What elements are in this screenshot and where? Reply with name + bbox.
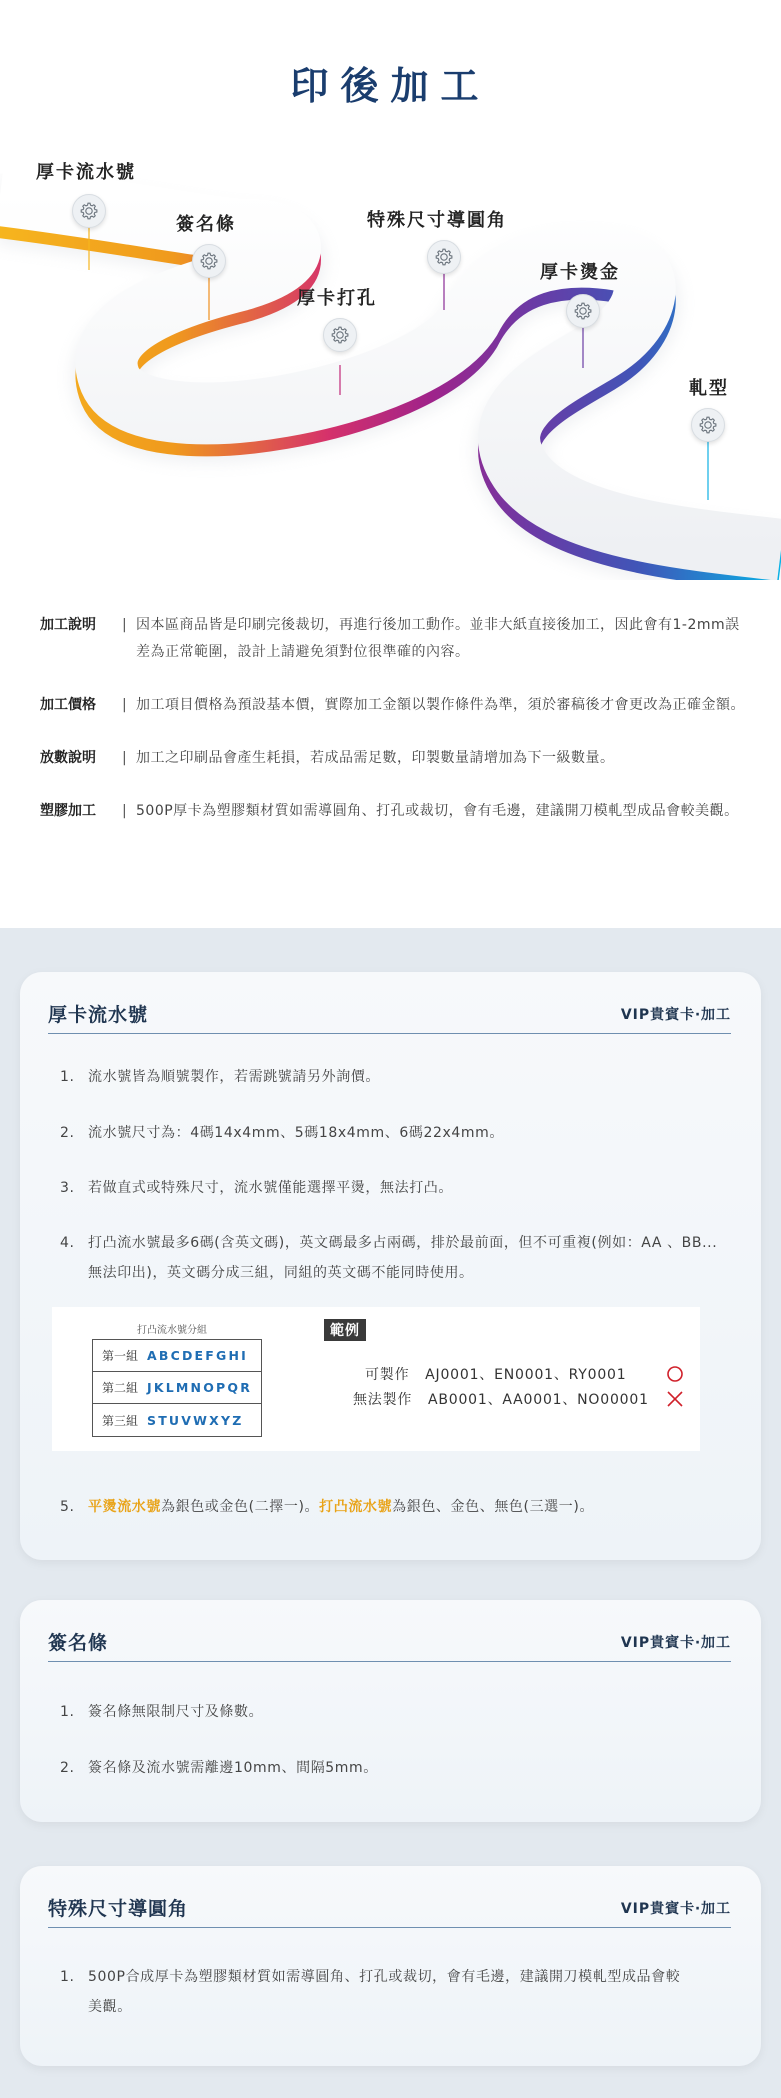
note-row [40,692,750,719]
ng-label: 無法製作 [353,1392,413,1408]
highlight-flat-serial: 平燙流水號 [88,1499,161,1515]
detail-section [0,928,781,2098]
group-name: 第二組 [101,1381,138,1395]
gear-icon [691,408,725,442]
list-number: 5. [60,1499,75,1515]
hero-section [0,0,781,928]
process-roadmap [0,150,781,580]
note-text: 加工項目價格為預設基本價，實際加工金額以製作條件為準，須於審稿後才會更改為正確金額。 [136,697,745,713]
cross-icon [666,1390,684,1408]
serial-example-box [52,1307,700,1451]
step-label-hole-punch: 厚卡打孔 [297,288,377,309]
note-separator: | [122,697,127,713]
gear-icon [72,194,106,228]
card-list [60,1600,721,1822]
note-row [40,798,750,825]
note-text: 加工之印刷品會產生耗損，若成品需足數，印製數量請增加為下一級數量。 [136,750,615,766]
card-title: 簽名條 [48,1632,109,1654]
list-text-part: 為銀色、金色、無色(三選一)。 [392,1499,595,1515]
card-tag: VIP貴賓卡‧加工 [620,1007,731,1023]
group-letters: ABCDEFGHI [147,1348,249,1363]
list-number: 1. [60,1969,75,1985]
list-text: 500P合成厚卡為塑膠類材質如需導圓角、打孔或裁切，會有毛邊，建議開刀模軋型成品會較美觀。 [88,1969,681,2015]
card-list [60,1866,691,2066]
circle-icon [666,1365,684,1383]
step-label-hot-stamping: 厚卡燙金 [540,262,620,283]
list-item [60,1062,721,1092]
list-number: 2. [60,1125,75,1141]
note-text: 因本區商品皆是印刷完後裁切，再進行後加工動作。並非大紙直接後加工，因此會有1-2mm誤差為正常範圍，設計上請避免須對位很準確的內容。 [136,617,740,660]
card-serial-number [20,972,761,1560]
processing-notes [40,612,750,851]
card-tag: VIP貴賓卡‧加工 [620,1635,731,1651]
card-title: 厚卡流水號 [48,1004,149,1026]
gear-icon [323,318,357,352]
table-row [93,1372,261,1404]
list-item [60,1228,721,1288]
list-text: 簽名條及流水號需離邊10mm、間隔5mm。 [88,1760,378,1776]
note-row [40,612,750,666]
list-text: 流水號皆為順號製作，若需跳號請另外詢價。 [88,1069,380,1085]
list-item [60,1753,721,1783]
list-number: 3. [60,1180,75,1196]
group-table-title: 打凸流水號分組 [137,1325,207,1336]
list-item [60,1697,721,1727]
list-text: 若做直式或特殊尺寸，流水號僅能選擇平燙，無法打凸。 [88,1180,453,1196]
list-text: 打凸流水號最多6碼(含英文碼)，英文碼最多占兩碼，排於最前面，但不可重複(例如：AA 、BB... 無法印出)，英文碼分成三組，同組的英文碼不能同時使用。 [88,1235,718,1281]
note-label: 加工價格 [40,697,96,713]
note-separator: | [122,617,127,633]
list-text: 簽名條無限制尺寸及條數。 [88,1704,264,1720]
card-rounded-corner [20,1866,761,2066]
list-item [60,1492,721,1522]
group-name: 第三組 [101,1413,138,1428]
table-row [93,1404,261,1436]
highlight-embossed-serial: 打凸流水號 [319,1499,393,1515]
gear-icon [427,240,461,274]
card-list [60,972,721,1560]
table-row [93,1340,261,1372]
note-row [40,745,750,772]
page-title: 印後加工 [290,64,491,108]
list-item [60,1118,721,1148]
ok-value: AJ0001、EN0001、RY0001 [425,1367,627,1383]
note-label: 放數說明 [40,750,96,766]
step-label-signature-strip: 簽名條 [176,214,236,235]
list-text-part: 為銀色或金色(二擇一)。 [161,1499,320,1515]
note-label: 塑膠加工 [40,803,96,819]
list-number: 1. [60,1704,75,1720]
list-text [88,1492,721,1522]
group-name: 第一組 [101,1349,138,1363]
note-label: 加工說明 [40,617,96,633]
note-text: 500P厚卡為塑膠類材質如需導圓角、打孔或裁切，會有毛邊，建議開刀模軋型成品會較美觀。 [136,803,739,819]
example-ng-line [353,1389,649,1409]
list-text: 流水號尺寸為：4碼14x4mm、5碼18x4mm、6碼22x4mm。 [88,1125,504,1141]
list-number: 2. [60,1760,75,1776]
list-item [60,1962,691,2022]
example-badge: 範例 [324,1319,366,1341]
group-table [92,1339,262,1437]
list-number: 4. [60,1235,75,1251]
note-separator: | [122,803,127,819]
card-tag: VIP貴賓卡‧加工 [620,1901,731,1917]
step-label-rounded-corner: 特殊尺寸導圓角 [367,210,507,231]
ng-value: AB0001、AA0001、NO00001 [427,1392,649,1408]
note-separator: | [122,750,127,766]
gear-icon [566,294,600,328]
list-number: 1. [60,1069,75,1085]
group-letters: JKLMNOPQR [147,1380,253,1395]
card-title: 特殊尺寸導圓角 [48,1898,189,1920]
group-letters: STUVWXYZ [147,1412,244,1428]
ok-label: 可製作 [365,1367,410,1383]
card-signature-strip [20,1600,761,1822]
gear-icon [192,244,226,278]
step-label-die-cut: 軋型 [689,378,729,399]
example-ok-line [365,1364,626,1384]
list-item [60,1173,721,1203]
step-label-serial-number: 厚卡流水號 [36,162,136,183]
